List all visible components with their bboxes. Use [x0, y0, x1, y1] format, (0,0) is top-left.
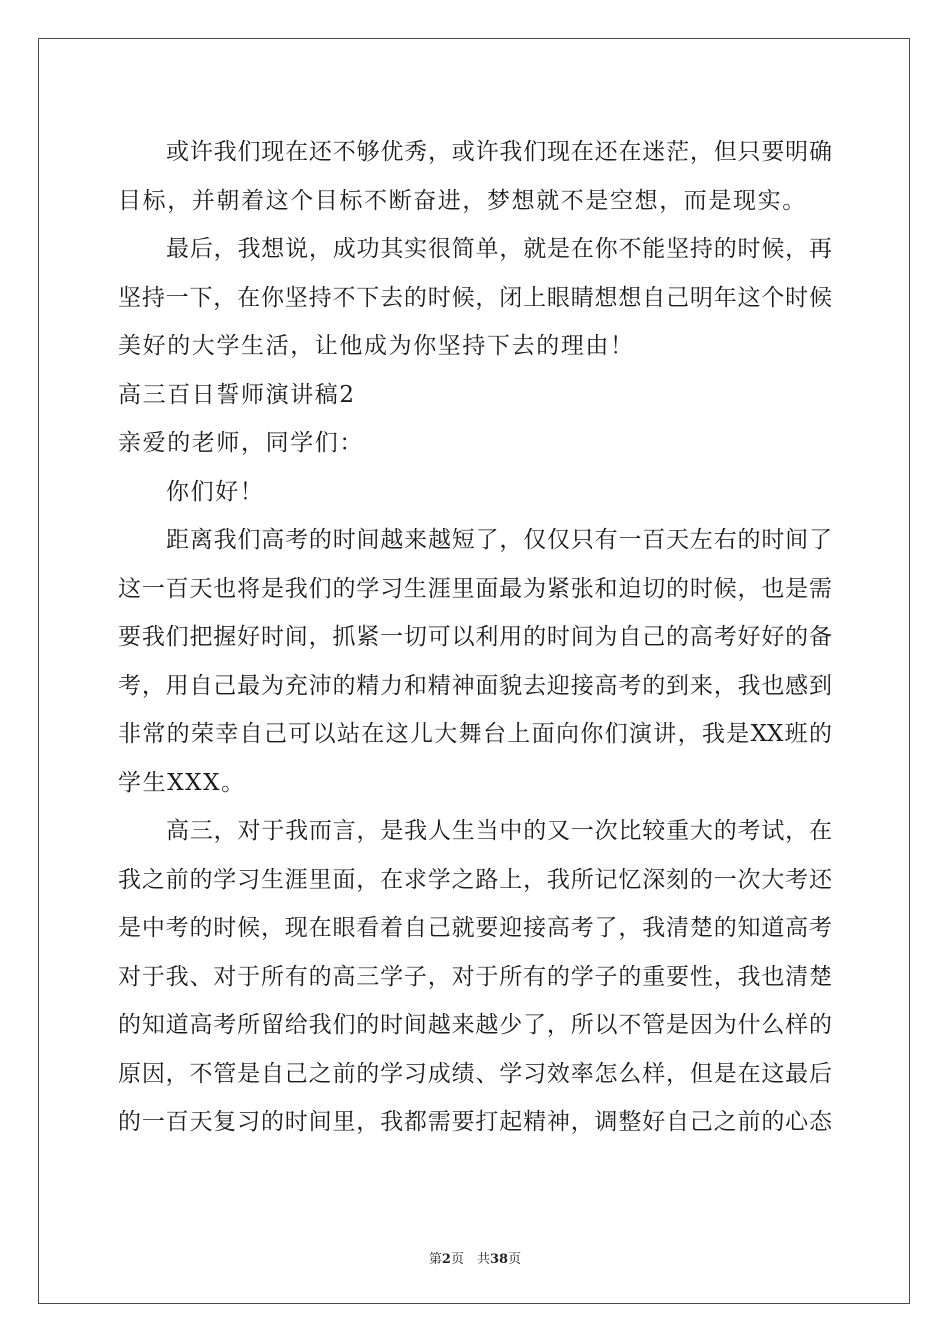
paragraph-line: 的知道高考所留给我们的时间越来越少了，所以不管是因为什么样的 [118, 1012, 832, 1038]
paragraph-line: 非常的荣幸自己可以站在这儿大舞台上面向你们演讲，我是XX班的 [118, 721, 832, 747]
paragraph-line: 要我们把握好时间，抓紧一切可以利用的时间为自己的高考好好的备 [118, 624, 832, 650]
paragraph-line: 高三，对于我而言，是我人生当中的又一次比较重大的考试，在 [166, 818, 832, 844]
total-pages: 38 [490, 1252, 509, 1267]
paragraph-line: 学生XXX。 [118, 769, 246, 796]
paragraph-line: 对于我、对于所有的高三学子，对于所有的学子的重要性，我也清楚 [118, 963, 832, 990]
page-footer [0, 1248, 950, 1267]
paragraph-line: 这一百天也将是我们的学习生涯里面最为紧张和迫切的时候，也是需 [118, 575, 832, 602]
paragraph-line: 或许我们现在还不够优秀，或许我们现在还在迷茫，但只要明确 [166, 139, 832, 165]
paragraph-line: 原因，不管是自己之前的学习成绩、学习效率怎么样，但是在这最后 [118, 1060, 832, 1087]
total-label-prefix: 共 [476, 1252, 490, 1267]
paragraph-line: 是中考的时候，现在眼看着自己就要迎接高考了，我清楚的知道高考 [118, 915, 832, 941]
page-label-suffix: 页 [450, 1252, 464, 1267]
total-label-suffix: 页 [508, 1252, 522, 1267]
greeting: 你们好！ [166, 478, 265, 505]
paragraph-line: 距离我们高考的时间越来越短了，仅仅只有一百天左右的时间了 [166, 527, 832, 553]
paragraph-line: 考，用自己最为充沛的精力和精神面貌去迎接高考的到来，我也感到 [118, 672, 832, 699]
document-body [118, 128, 832, 1147]
section-title: 高三百日誓师演讲稿2 [118, 381, 356, 408]
paragraph-line: 美好的大学生活，让他成为你坚持下去的理由！ [118, 333, 635, 359]
paragraph-line: 我之前的学习生涯里面，在求学之路上，我所记忆深刻的一次大考还 [118, 866, 832, 893]
paragraph-line: 最后，我想说，成功其实很简单，就是在你不能坚持的时候，再 [166, 236, 832, 262]
paragraph-line: 坚持一下，在你坚持不下去的时候，闭上眼睛想想自己明年这个时候 [118, 284, 832, 311]
salutation: 亲爱的老师，同学们： [118, 430, 364, 456]
paragraph-line: 的一百天复习的时间里，我都需要打起精神，调整好自己之前的心态 [118, 1109, 832, 1135]
page-label-prefix: 第 [428, 1252, 442, 1267]
page-number: 2 [441, 1252, 451, 1267]
paragraph-line: 目标，并朝着这个目标不断奋进，梦想就不是空想，而是现实。 [118, 187, 807, 214]
